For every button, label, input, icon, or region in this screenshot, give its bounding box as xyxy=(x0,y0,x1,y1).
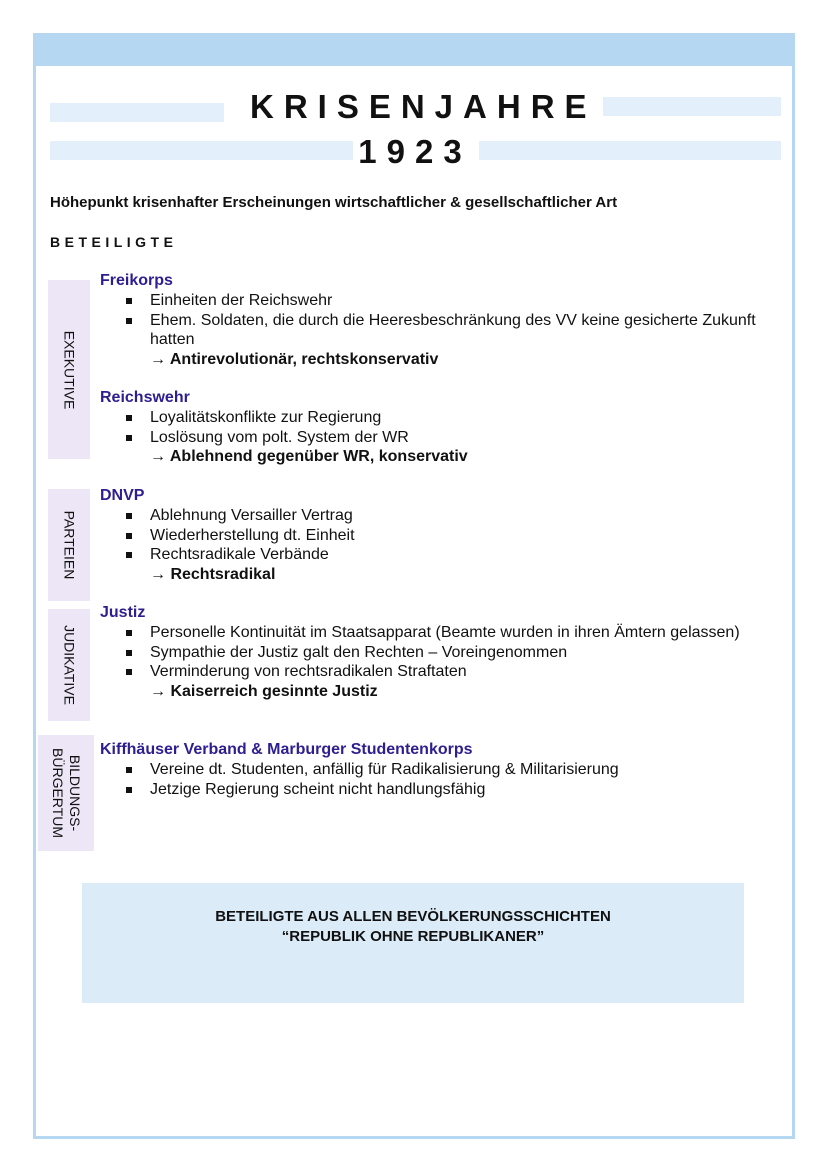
category-parteien-label: PARTEIEN xyxy=(61,510,78,580)
group-heading: Justiz xyxy=(100,604,146,621)
list-item: Personelle Kontinuität im Staatsapparat (Beamte wurden in ihren Ämtern gelassen) xyxy=(150,623,800,643)
list-item: Jetzige Regierung scheint nicht handlungsfähig xyxy=(150,780,790,800)
category-bildungsbuergertum-line1: BILDUNGS- xyxy=(67,754,83,832)
category-exekutive-label: EXEKUTIVE xyxy=(61,330,78,409)
summary-line-2: “REPUBLIK OHNE REPUBLIKANER” xyxy=(281,928,545,945)
group-kiffhaeuser xyxy=(100,740,790,799)
bullet-list xyxy=(100,506,790,565)
page-title: KRISENJAHRE xyxy=(250,88,597,125)
category-bildungsbuergertum xyxy=(38,735,94,851)
group-reichswehr xyxy=(100,388,790,467)
arrow-right-icon: → xyxy=(150,448,166,465)
summary-line-1: BETEILIGTE AUS ALLEN BEVÖLKERUNGSSCHICHTEN xyxy=(215,908,611,925)
conclusion xyxy=(100,682,800,702)
group-heading: Freikorps xyxy=(100,272,173,289)
conclusion-text: Kaiserreich gesinnte Justiz xyxy=(170,682,378,700)
list-item: Ehem. Soldaten, die durch die Heeresbeschränkung des VV keine gesicherte Zukunft hatten xyxy=(150,311,790,350)
list-item: Wiederherstellung dt. Einheit xyxy=(150,526,790,546)
title-deco-right-top xyxy=(603,97,781,116)
page-subtitle: Höhepunkt krisenhafter Erscheinungen wirtschaftlicher & gesellschaftlicher Art xyxy=(50,194,618,211)
category-exekutive xyxy=(48,280,90,459)
list-item: Rechtsradikale Verbände xyxy=(150,545,790,565)
list-item: Ablehnung Versailler Vertrag xyxy=(150,506,790,526)
group-heading: Reichswehr xyxy=(100,389,190,406)
group-heading: Kiffhäuser Verband & Marburger Studentenkorps xyxy=(100,741,473,758)
arrow-right-icon: → xyxy=(150,350,166,368)
bullet-list xyxy=(100,623,800,682)
category-parteien xyxy=(48,489,90,601)
title-deco-left-bottom xyxy=(50,141,353,160)
category-bildungsbuergertum-line2: BÜRGERTUM xyxy=(50,748,66,838)
title-deco-right-bottom xyxy=(479,141,781,160)
group-justiz xyxy=(100,603,800,702)
conclusion-text: Antirevolutionär, rechtskonservativ xyxy=(169,350,439,368)
list-item: Loyalitätskonflikte zur Regierung xyxy=(150,408,790,428)
group-dnvp xyxy=(100,486,790,585)
list-item: Vereine dt. Studenten, anfällig für Radikalisierung & Militarisierung xyxy=(150,760,790,780)
category-judikative-label: JUDIKATIVE xyxy=(61,625,78,705)
section-label: BETEILIGTE xyxy=(50,234,178,250)
list-item: Verminderung von rechtsradikalen Straftaten xyxy=(150,662,800,682)
conclusion xyxy=(100,565,790,585)
conclusion-text: Rechtsradikal xyxy=(170,565,276,583)
category-judikative xyxy=(48,609,90,721)
title-deco-left-top xyxy=(50,103,224,122)
group-freikorps xyxy=(100,271,790,370)
category-bildungsbuergertum-label xyxy=(49,748,83,838)
arrow-right-icon: → xyxy=(150,565,166,583)
list-item: Sympathie der Justiz galt den Rechten – Voreingenommen xyxy=(150,643,800,663)
group-heading: DNVP xyxy=(100,487,145,504)
page-year: 1923 xyxy=(358,133,472,170)
conclusion xyxy=(100,447,790,467)
conclusion xyxy=(100,350,790,370)
arrow-right-icon: → xyxy=(150,682,166,700)
top-band xyxy=(36,36,792,66)
list-item: Loslösung vom polt. System der WR xyxy=(150,428,790,448)
bullet-list xyxy=(100,760,790,799)
list-item: Einheiten der Reichswehr xyxy=(150,291,790,311)
conclusion-text: Ablehnend gegenüber WR, konservativ xyxy=(169,448,468,465)
bullet-list xyxy=(100,291,790,350)
bullet-list xyxy=(100,408,790,447)
summary-box xyxy=(82,883,744,1003)
